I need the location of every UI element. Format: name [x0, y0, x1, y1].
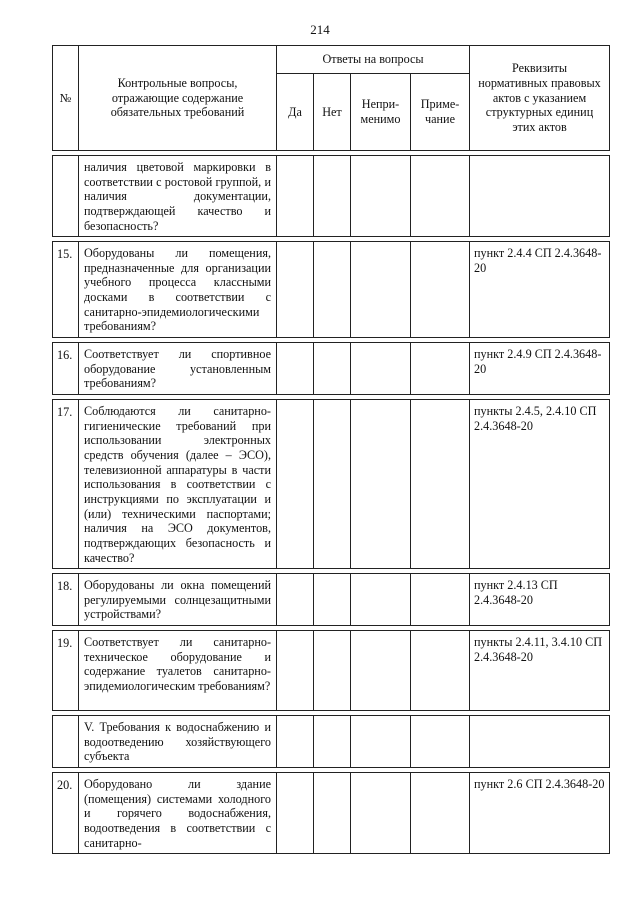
header-no: Нет [314, 74, 351, 151]
table-row [53, 242, 610, 338]
answer-na-cell[interactable] [351, 343, 411, 395]
row-question: Оборудованы ли окна помещений регулируемыми солнцезащитными устройствами? [79, 574, 277, 626]
row-reference [470, 716, 610, 768]
section-title: V. Требования к водоснабжению и водоотведению хозяйствующего субъекта [79, 716, 277, 768]
header-yes: Да [277, 74, 314, 151]
page-number: 214 [310, 22, 330, 37]
row-number [53, 716, 79, 768]
answer-no-cell[interactable] [314, 574, 351, 626]
answer-na-cell[interactable] [351, 400, 411, 569]
answer-note-cell[interactable] [411, 574, 470, 626]
answer-note-cell[interactable] [411, 400, 470, 569]
section-row [53, 716, 610, 768]
answer-yes-cell[interactable] [277, 773, 314, 854]
header-answers: Ответы на вопросы [277, 46, 470, 74]
row-number [53, 156, 79, 237]
answer-no-cell[interactable] [314, 343, 351, 395]
row-number: 15. [53, 242, 79, 338]
row-number: 18. [53, 574, 79, 626]
row-reference: пункт 2.4.9 СП 2.4.3648-20 [470, 343, 610, 395]
answer-yes-cell[interactable] [277, 343, 314, 395]
answer-note-cell[interactable] [411, 343, 470, 395]
row-number: 16. [53, 343, 79, 395]
answer-no-cell[interactable] [314, 242, 351, 338]
table-row [53, 156, 610, 237]
table-row [53, 631, 610, 711]
header-refs: Реквизиты нормативных правовых актов с указанием структурных единиц этих актов [470, 46, 610, 151]
answer-note-cell[interactable] [411, 631, 470, 711]
row-reference: пункт 2.4.13 СП 2.4.3648-20 [470, 574, 610, 626]
empty-cell [351, 716, 411, 768]
row-reference: пункты 2.4.11, 3.4.10 СП 2.4.3648-20 [470, 631, 610, 711]
answer-no-cell[interactable] [314, 773, 351, 854]
answer-note-cell[interactable] [411, 773, 470, 854]
row-number: 20. [53, 773, 79, 854]
answer-note-cell[interactable] [411, 156, 470, 237]
row-question: Оборудованы ли помещения, предназначенные для организации учебного процесса классными досками в соответствии с санитарно-эпидемиологическими требованиям? [79, 242, 277, 338]
header-questions: Контрольные вопросы, отражающие содержание обязательных требований [79, 46, 277, 151]
answer-no-cell[interactable] [314, 156, 351, 237]
row-question: Соответствует ли спортивное оборудование установленным требованиям? [79, 343, 277, 395]
checklist-table [52, 45, 610, 854]
answer-yes-cell[interactable] [277, 156, 314, 237]
answer-na-cell[interactable] [351, 773, 411, 854]
row-question: Соблюдаются ли санитарно-гигиенические требований при использовании электронных средств обучения (далее – ЭСО), телевизионной аппаратуры в части использования в соответствии с инструкциями по эксплуатации и (или) техническими паспортами; наличия на ЭСО документов, подтверждающих безопасность и качество? [79, 400, 277, 569]
empty-cell [277, 716, 314, 768]
answer-na-cell[interactable] [351, 574, 411, 626]
row-reference: пункт 2.4.4 СП 2.4.3648-20 [470, 242, 610, 338]
table-row [53, 343, 610, 395]
answer-yes-cell[interactable] [277, 631, 314, 711]
answer-na-cell[interactable] [351, 631, 411, 711]
table-row [53, 773, 610, 854]
table-row [53, 574, 610, 626]
header-num: № [53, 46, 79, 151]
answer-no-cell[interactable] [314, 631, 351, 711]
row-number: 19. [53, 631, 79, 711]
row-question: наличия цветовой маркировки в соответствии с ростовой группой, и наличия документации, подтверждающей качество и безопасность? [79, 156, 277, 237]
row-question: Соответствует ли санитарно-техническое оборудование и содержание туалетов санитарно-эпидемиологическим требованиям? [79, 631, 277, 711]
row-reference: пункты 2.4.5, 2.4.10 СП 2.4.3648-20 [470, 400, 610, 569]
answer-yes-cell[interactable] [277, 400, 314, 569]
answer-yes-cell[interactable] [277, 242, 314, 338]
table-row [53, 400, 610, 569]
answer-na-cell[interactable] [351, 156, 411, 237]
answer-note-cell[interactable] [411, 242, 470, 338]
answer-no-cell[interactable] [314, 400, 351, 569]
empty-cell [314, 716, 351, 768]
row-reference [470, 156, 610, 237]
header-na: Непри-менимо [351, 74, 411, 151]
answer-yes-cell[interactable] [277, 574, 314, 626]
answer-na-cell[interactable] [351, 242, 411, 338]
empty-cell [411, 716, 470, 768]
row-question: Оборудовано ли здание (помещения) системами холодного и горячего водоснабжения, водоотведения в соответствии с санитарно- [79, 773, 277, 854]
row-number: 17. [53, 400, 79, 569]
header-note: Приме-чание [411, 74, 470, 151]
row-reference: пункт 2.6 СП 2.4.3648-20 [470, 773, 610, 854]
